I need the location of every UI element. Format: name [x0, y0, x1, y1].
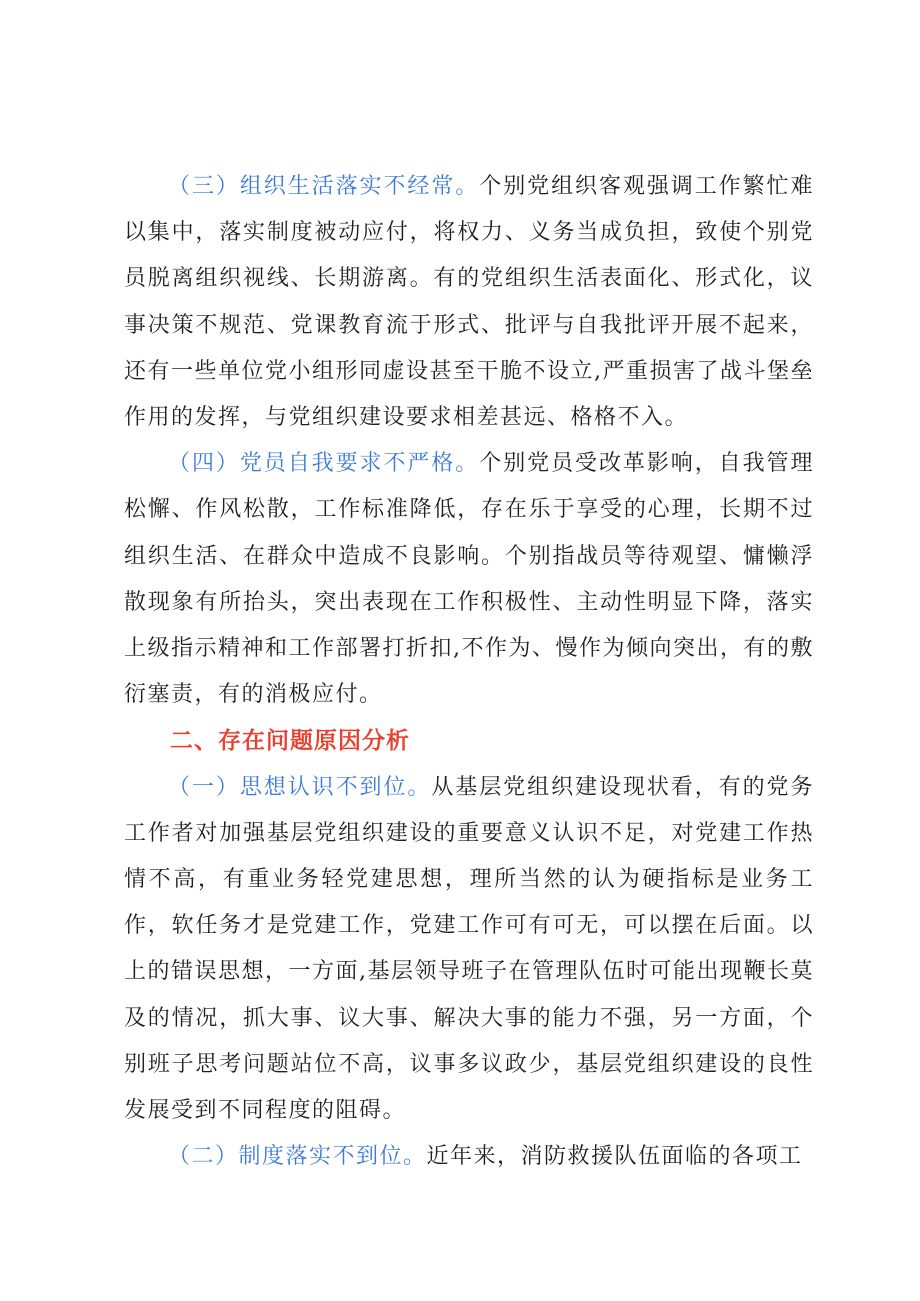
paragraph-three [124, 164, 814, 441]
document-content [124, 164, 814, 1180]
paragraph-cause-one-lead: （一）思想认识不到位。 [168, 774, 432, 800]
paragraph-cause-two-body: 近年来，消防救援队伍面临的各项工 [426, 1144, 803, 1170]
section-two-heading: 二、存在问题原因分析 [170, 728, 410, 755]
paragraph-four-lead: （四）党员自我要求不严格。 [168, 451, 480, 477]
paragraph-cause-one [124, 765, 814, 1135]
paragraph-cause-one-body: 从基层党组织建设现状看，有的党务工作者对加强基层党组织建设的重要意义认识不足，对党建工作热情不高，有重业务轻党建思想，理所当然的认为硬指标是业务工作，软任务才是党建工作，党建工作可有可无，可以摆在后面。以上的错误思想，一方面,基层领导班子在管理队伍时可能出现鞭长莫及的情况，抓大事、议大事、解决大事的能力不强，另一方面，个别班子思考问题站位不高，议事多议政少，基层党组织建设的良性发展受到不同程度的阻碍。 [124, 774, 814, 1124]
paragraph-cause-two-lead: （二）制度落实不到位。 [168, 1144, 427, 1170]
paragraph-four [124, 441, 814, 718]
paragraph-three-lead: （三）组织生活落实不经常。 [168, 174, 480, 199]
paragraph-cause-two [124, 1134, 814, 1180]
paragraph-four-body: 个别党员受改革影响，自我管理松懈、作风松散，工作标准降低，存在乐于享受的心理，长期不过组织生活、在群众中造成不良影响。个别指战员等待观望、慵懒浮散现象有所抬头，突出表现在工作积极性、主动性明显下降，落实上级指示精神和工作部署打折扣,不作为、慢作为倾向突出，有的敷衍塞责，有的消极应付。 [124, 451, 814, 708]
paragraph-three-body: 个别党组织客观强调工作繁忙难以集中，落实制度被动应付，将权力、义务当成负担，致使个别党员脱离组织视线、长期游离。有的党组织生活表面化、形式化，议事决策不规范、党课教育流于形式、批评与自我批评开展不起来，还有一些单位党小组形同虚设甚至干脆不设立,严重损害了战斗堡垒作用的发挥，与党组织建设要求相差甚远、格格不入。 [124, 174, 814, 431]
